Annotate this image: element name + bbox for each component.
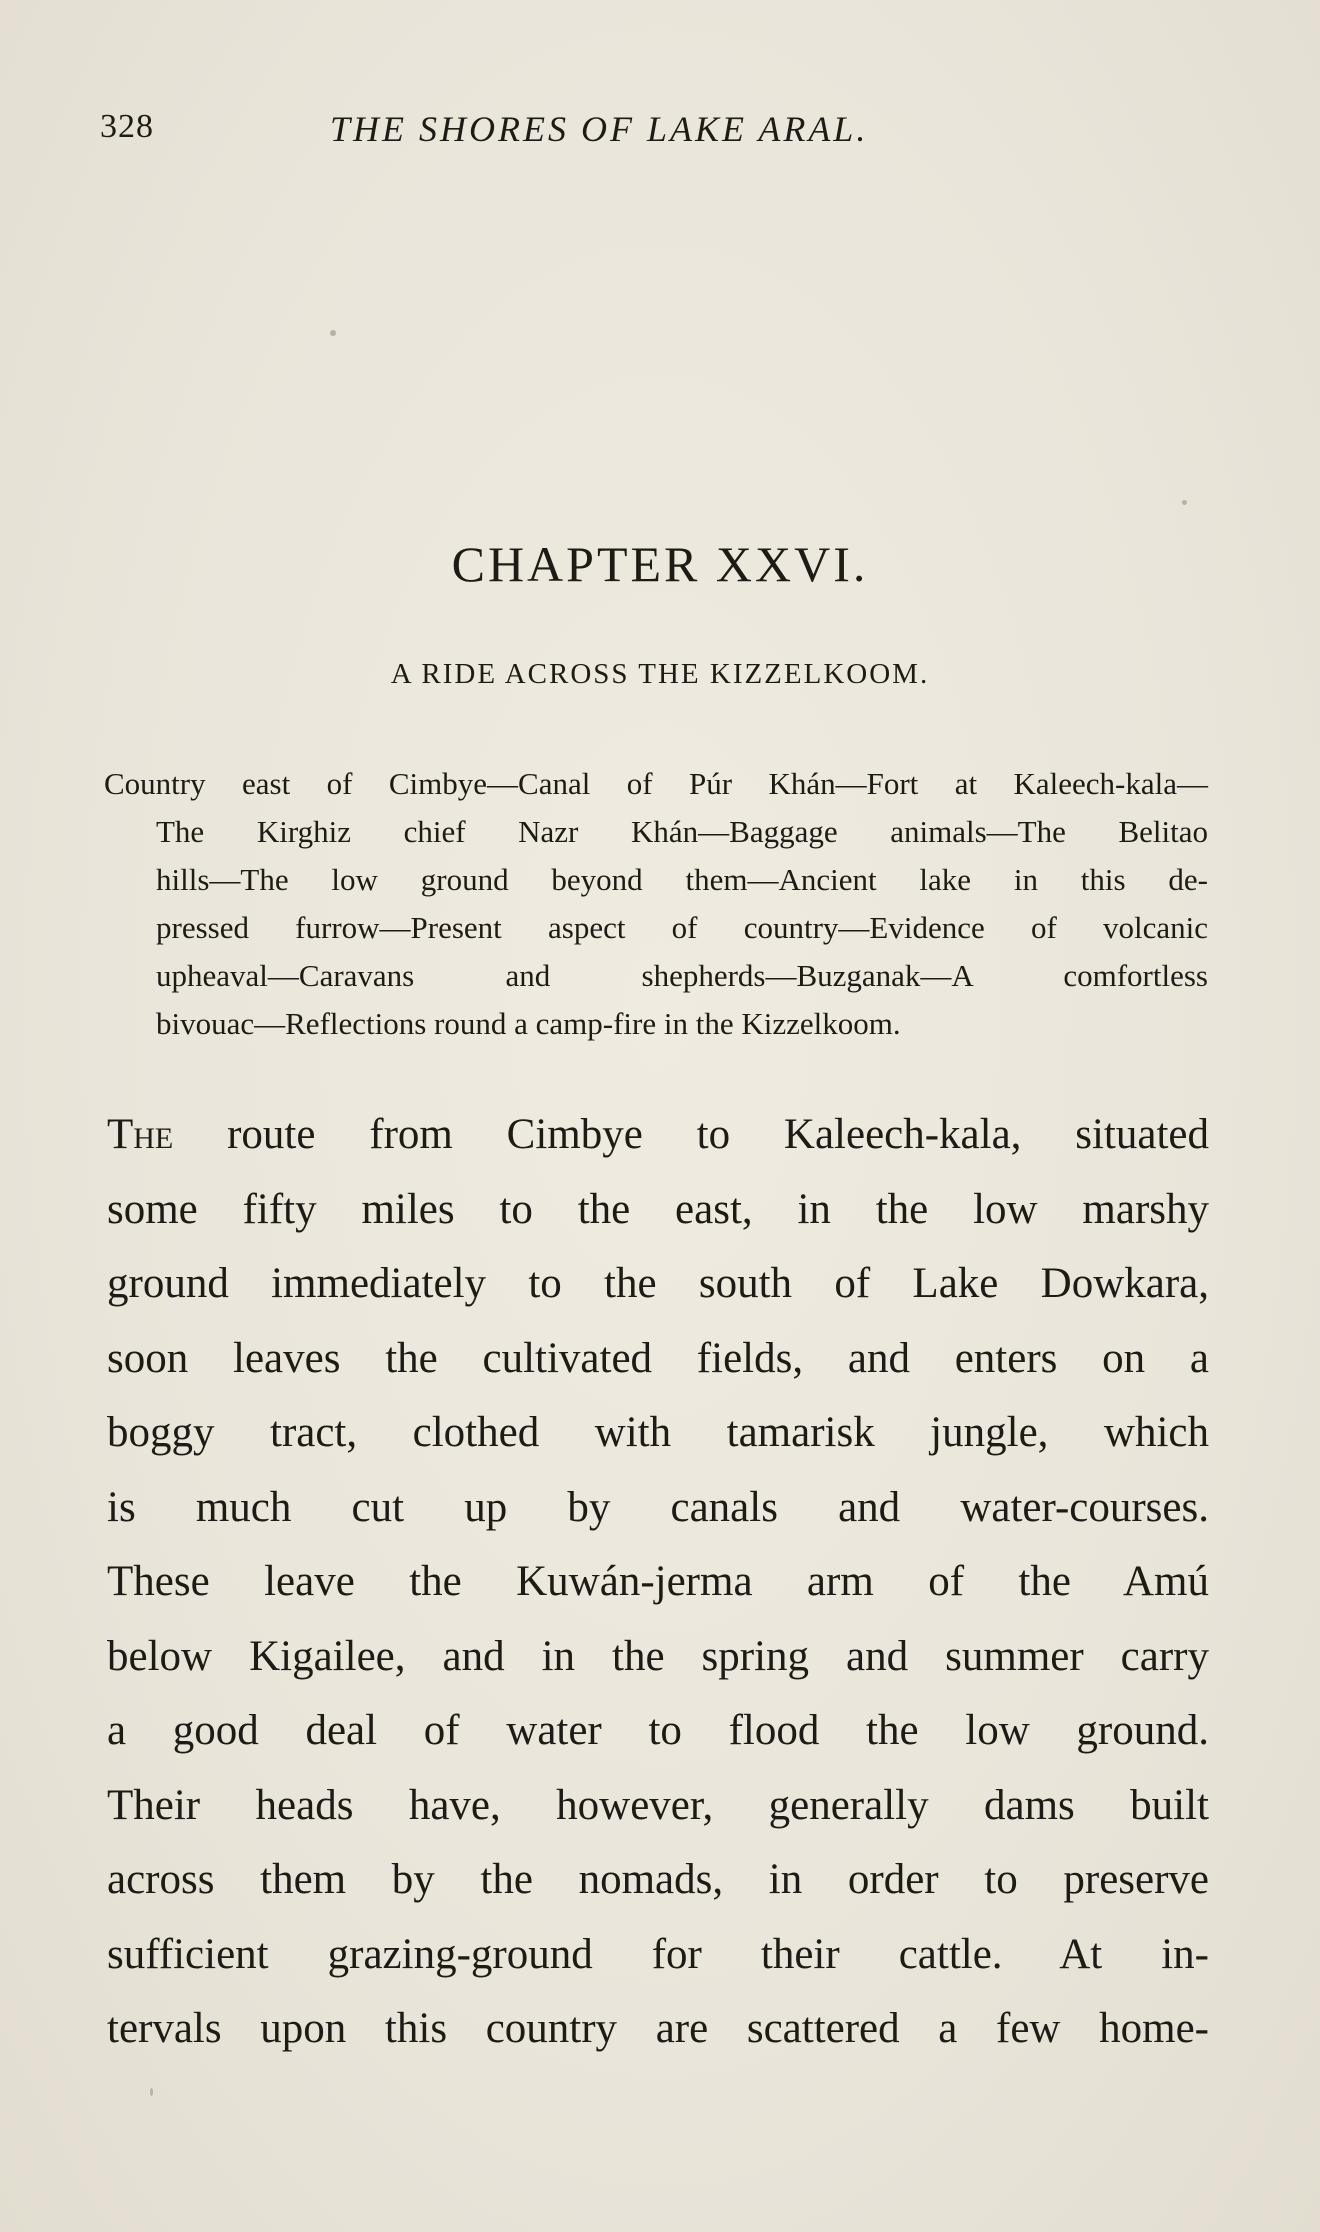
body-line: a good deal of water to flood the low ground. bbox=[107, 1707, 1209, 1754]
body-line: boggy tract, clothed with tamarisk jungle, which bbox=[107, 1409, 1209, 1456]
chapter-synopsis bbox=[104, 760, 1208, 1048]
body-line-text: route from Cimbye to Kaleech-kala, situated bbox=[173, 1111, 1209, 1158]
paper-speck bbox=[150, 2088, 153, 2096]
body-line: soon leaves the cultivated fields, and enters on a bbox=[107, 1334, 1209, 1382]
opening-word: The bbox=[107, 1111, 174, 1158]
chapter-title: CHAPTER XXVI. bbox=[451, 536, 869, 592]
synopsis-line: hills—The low ground beyond them—Ancient lake in this de- bbox=[156, 862, 1208, 897]
paper-speck bbox=[1182, 500, 1187, 505]
body-line: some fifty miles to the east, in the low marshy bbox=[107, 1185, 1209, 1233]
synopsis-line: bivouac—Reflections round a camp-fire in the Kizzelkoom. bbox=[156, 1006, 901, 1041]
body-paragraph bbox=[107, 1098, 1209, 2067]
chapter-subtitle: A RIDE ACROSS THE KIZZELKOOM. bbox=[390, 658, 930, 690]
synopsis-line: The Kirghiz chief Nazr Khán—Baggage animals—The Belitao bbox=[156, 814, 1208, 849]
body-line: These leave the Kuwán-jerma arm of the Amú bbox=[107, 1558, 1209, 1605]
body-line: is much cut up by canals and water-courses. bbox=[107, 1483, 1209, 1531]
synopsis-line: pressed furrow—Present aspect of country—Evidence of volcanic bbox=[156, 910, 1208, 945]
body-line: tervals upon this country are scattered a few home- bbox=[107, 2005, 1209, 2052]
body-line: Their heads have, however, generally dams built bbox=[107, 1781, 1209, 1829]
body-line: sufficient grazing-ground for their cattle. At in- bbox=[107, 1930, 1209, 1978]
body-line: across them by the nomads, in order to preserve bbox=[107, 1856, 1209, 1903]
paper-speck bbox=[330, 330, 336, 336]
running-head: THE SHORES OF LAKE ARAL. bbox=[330, 109, 869, 149]
body-line: below Kigailee, and in the spring and summer carry bbox=[107, 1632, 1209, 1680]
synopsis-line: upheaval—Caravans and shepherds—Buzganak—A comfortless bbox=[156, 958, 1208, 993]
body-line: ground immediately to the south of Lake Dowkara, bbox=[107, 1260, 1209, 1307]
page-number: 328 bbox=[100, 108, 154, 145]
body-line bbox=[107, 1098, 1209, 1173]
synopsis-line: Country east of Cimbye—Canal of Púr Khán—Fort at Kaleech-kala— bbox=[104, 766, 1208, 801]
